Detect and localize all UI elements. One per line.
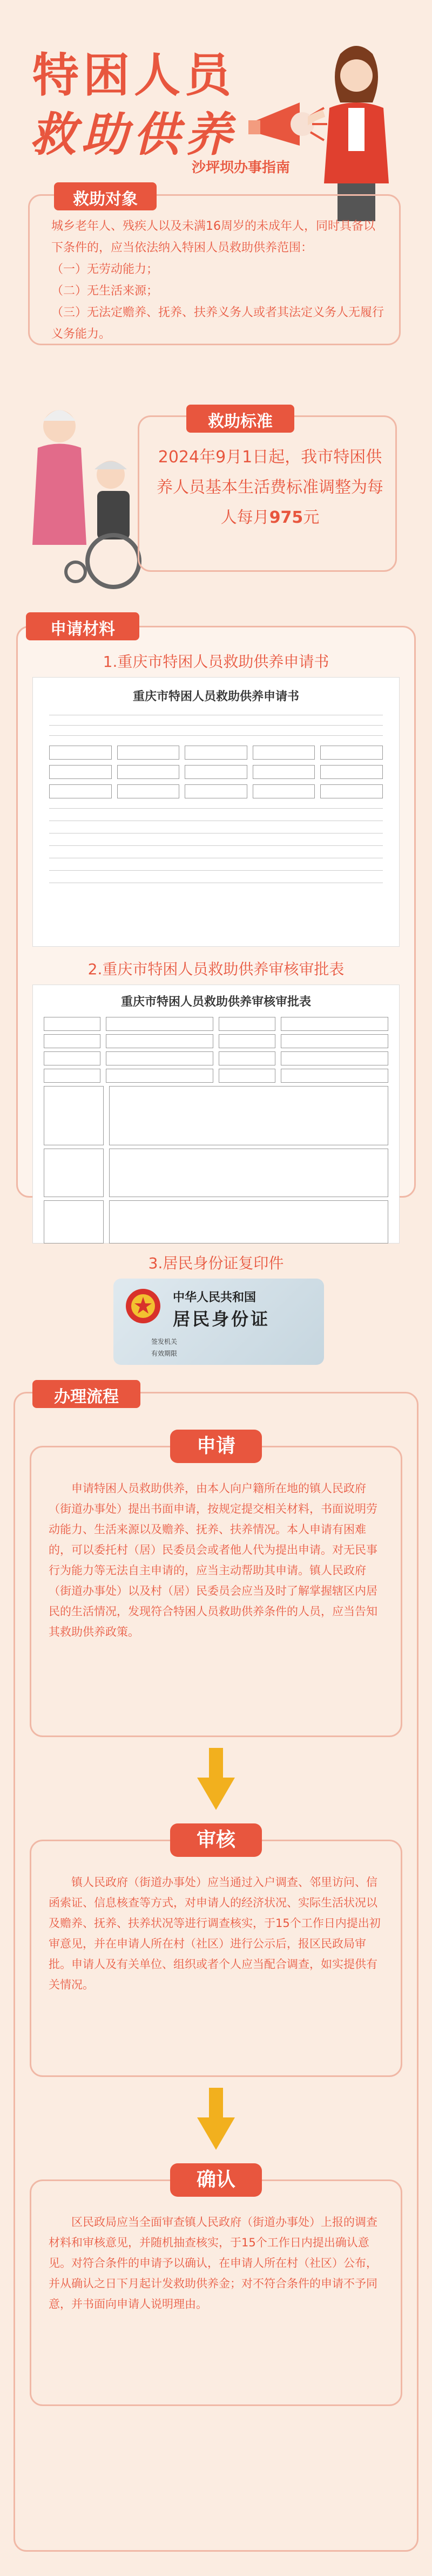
page-subtitle: 沙坪坝办事指南 [192, 160, 291, 176]
step-review-text: 镇人民政府（街道办事处）应当通过入户调查、邻里访问、信函索证、信息核查等方式，对申请人的经济状况、实际生活状况以及赡养、抚养、扶养状况等进行调查核实，于15个工作日内提出初审意见，并在申请人所在村（社区）进行公示后，报区民政局审批。申请人及有关单位、组织或者个人应当配合调查，如实提供有关情况。 [49, 1876, 381, 1991]
step-apply-text: 申请特困人员救助供养，由本人向户籍所在地的镇人民政府（街道办事处）提出书面申请，按规定提交相关材料，书面说明劳动能力、生活来源以及赡养、抚养、扶养情况。本人申请有困难的，可以委托村（居）民委员会或者他人代为提出申请。对无民事行为能力等无法自主申请的，应当主动帮助其申请。镇人民政府（街道办事处）以及村（居）民委员会应当及时了解掌握辖区内居民的生活情况，发现符合特困人员救助供养条件的人员，应当告知其救助供养政策。 [49, 1482, 377, 1638]
standard-unit: 元 [303, 508, 320, 527]
application-form-doc [32, 677, 400, 947]
standard-amount: 975 [269, 508, 303, 527]
arrow-down-icon [197, 1748, 235, 1813]
standard-text [154, 442, 386, 533]
object-item-3: （三）无法定赡养、抚养、扶养义务人或者其法定义务人无履行义务能力。 [51, 306, 384, 341]
material-item-3: 3.居民身份证复印件 [148, 1254, 284, 1272]
material-item-2: 2.重庆市特困人员救助供养审核审批表 [87, 960, 345, 978]
step-review-title: 审核 [170, 1823, 262, 1857]
doc1-title: 重庆市特困人员救助供养申请书 [132, 689, 299, 703]
process-label: 办理流程 [32, 1380, 140, 1408]
object-item-2: （二）无生活来源； [51, 284, 159, 298]
id-line-3: 签发机关 [151, 1338, 178, 1345]
object-text [51, 216, 386, 345]
step-confirm-title: 确认 [170, 2163, 262, 2197]
standard-desc: 2024年9月1日起，我市特困供养人员基本生活费标准调整为每人每月 [157, 448, 383, 527]
materials-label: 申请材料 [26, 612, 139, 640]
object-intro: 城乡老年人、残疾人以及未满16周岁的未成年人，同时具备以下条件的，应当依法纳入特困人员救助供养范围： [51, 220, 375, 255]
national-emblem-icon [124, 1287, 162, 1325]
object-item-1: （一）无劳动能力； [51, 263, 159, 276]
elderly-wheelchair-illustration [22, 399, 151, 593]
id-line-2: 居民身份证 [173, 1309, 271, 1329]
id-line-1: 中华人民共和国 [173, 1290, 256, 1304]
step-apply-title: 申请 [170, 1430, 262, 1463]
arrow-down-icon [197, 2088, 235, 2153]
page-title-line2: 救助供养 [30, 108, 237, 162]
page-title-line1: 特困人员 [32, 49, 235, 103]
id-line-4: 有效期限 [151, 1350, 178, 1357]
id-card [113, 1279, 324, 1365]
object-label: 救助对象 [54, 182, 157, 210]
doc2-title: 重庆市特困人员救助供养审核审批表 [120, 995, 311, 1009]
step-confirm-text: 区民政局应当全面审查镇人民政府（街道办事处）上报的调查材料和审核意见，并随机抽查核实，于15个工作日内提出确认意见。对符合条件的申请予以确认，在申请人所在村（社区）公布，并从确认之日下月起计发救助供养金；对不符合条件的申请不予同意，并书面向申请人说明理由。 [49, 2216, 377, 2311]
material-item-1: 1.重庆市特困人员救助供养申请书 [103, 653, 329, 671]
review-form-doc [32, 985, 400, 1243]
standard-label: 救助标准 [186, 405, 294, 433]
